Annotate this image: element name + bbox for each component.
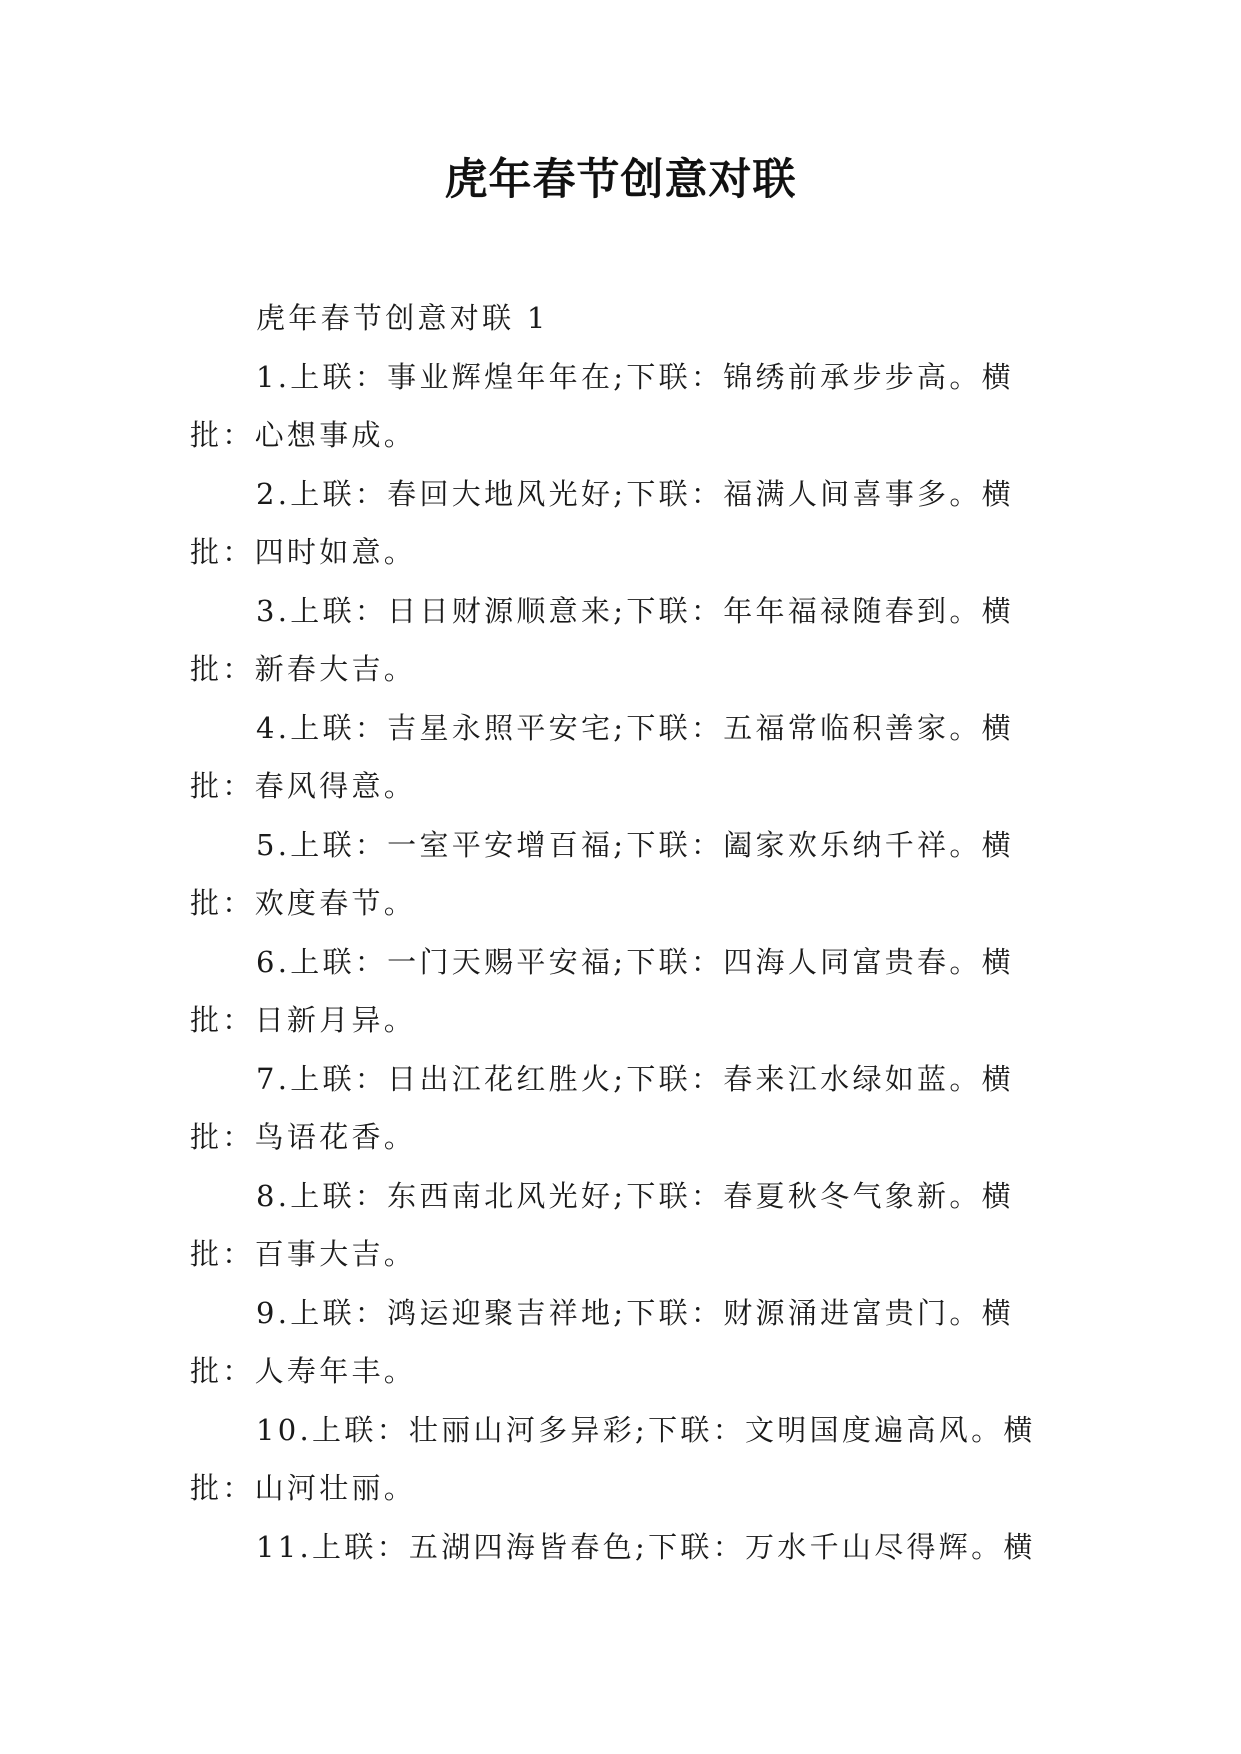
couplet-entry-1 — [190, 348, 1052, 465]
couplet-continuation: 批：四时如意。 — [190, 535, 417, 569]
couplet-line: 3.上联：日日财源顺意来;下联：年年福禄随春到。横 — [256, 593, 1014, 628]
couplet-entry-8 — [190, 1167, 1052, 1284]
couplet-line: 8.上联：东西南北风光好;下联：春夏秋冬气象新。横 — [256, 1178, 1014, 1213]
couplet-continuation: 批：鸟语花香。 — [190, 1120, 417, 1154]
couplet-continuation: 批：山河壮丽。 — [190, 1471, 417, 1505]
section-heading: 虎年春节创意对联 1 — [256, 301, 549, 335]
couplet-entry-2 — [190, 465, 1052, 582]
couplet-continuation: 批：人寿年丰。 — [190, 1354, 417, 1388]
couplet-entry-10 — [190, 1401, 1052, 1518]
document-body — [190, 289, 1052, 1576]
couplet-line: 2.上联：春回大地风光好;下联：福满人间喜事多。横 — [256, 476, 1014, 511]
couplet-entry-4 — [190, 699, 1052, 816]
couplet-line: 10.上联：壮丽山河多异彩;下联：文明国度遍高风。横 — [256, 1412, 1036, 1447]
couplet-line: 5.上联：一室平安增百福;下联：阖家欢乐纳千祥。横 — [256, 827, 1014, 862]
couplet-continuation: 批：日新月异。 — [190, 1003, 417, 1037]
couplet-entry-9 — [190, 1284, 1052, 1401]
couplet-line: 7.上联：日出江花红胜火;下联：春来江水绿如蓝。横 — [256, 1061, 1014, 1096]
couplet-continuation: 批：欢度春节。 — [190, 886, 417, 920]
couplet-line: 9.上联：鸿运迎聚吉祥地;下联：财源涌进富贵门。横 — [256, 1295, 1014, 1330]
couplet-entry-11 — [190, 1518, 1052, 1577]
couplet-continuation: 批：春风得意。 — [190, 769, 417, 803]
couplet-entry-3 — [190, 582, 1052, 699]
couplet-line: 6.上联：一门天赐平安福;下联：四海人同富贵春。横 — [256, 944, 1014, 979]
document-title: 虎年春节创意对联 — [444, 155, 797, 205]
couplet-line: 1.上联：事业辉煌年年在;下联：锦绣前承步步高。横 — [256, 359, 1014, 394]
couplet-continuation: 批：百事大吉。 — [190, 1237, 417, 1271]
couplet-entry-6 — [190, 933, 1052, 1050]
couplet-continuation: 批：新春大吉。 — [190, 652, 417, 686]
couplet-continuation: 批：心想事成。 — [190, 418, 417, 452]
couplet-entry-7 — [190, 1050, 1052, 1167]
couplet-entry-5 — [190, 816, 1052, 933]
couplet-line: 4.上联：吉星永照平安宅;下联：五福常临积善家。横 — [256, 710, 1014, 745]
couplet-line: 11.上联：五湖四海皆春色;下联：万水千山尽得辉。横 — [256, 1529, 1036, 1564]
